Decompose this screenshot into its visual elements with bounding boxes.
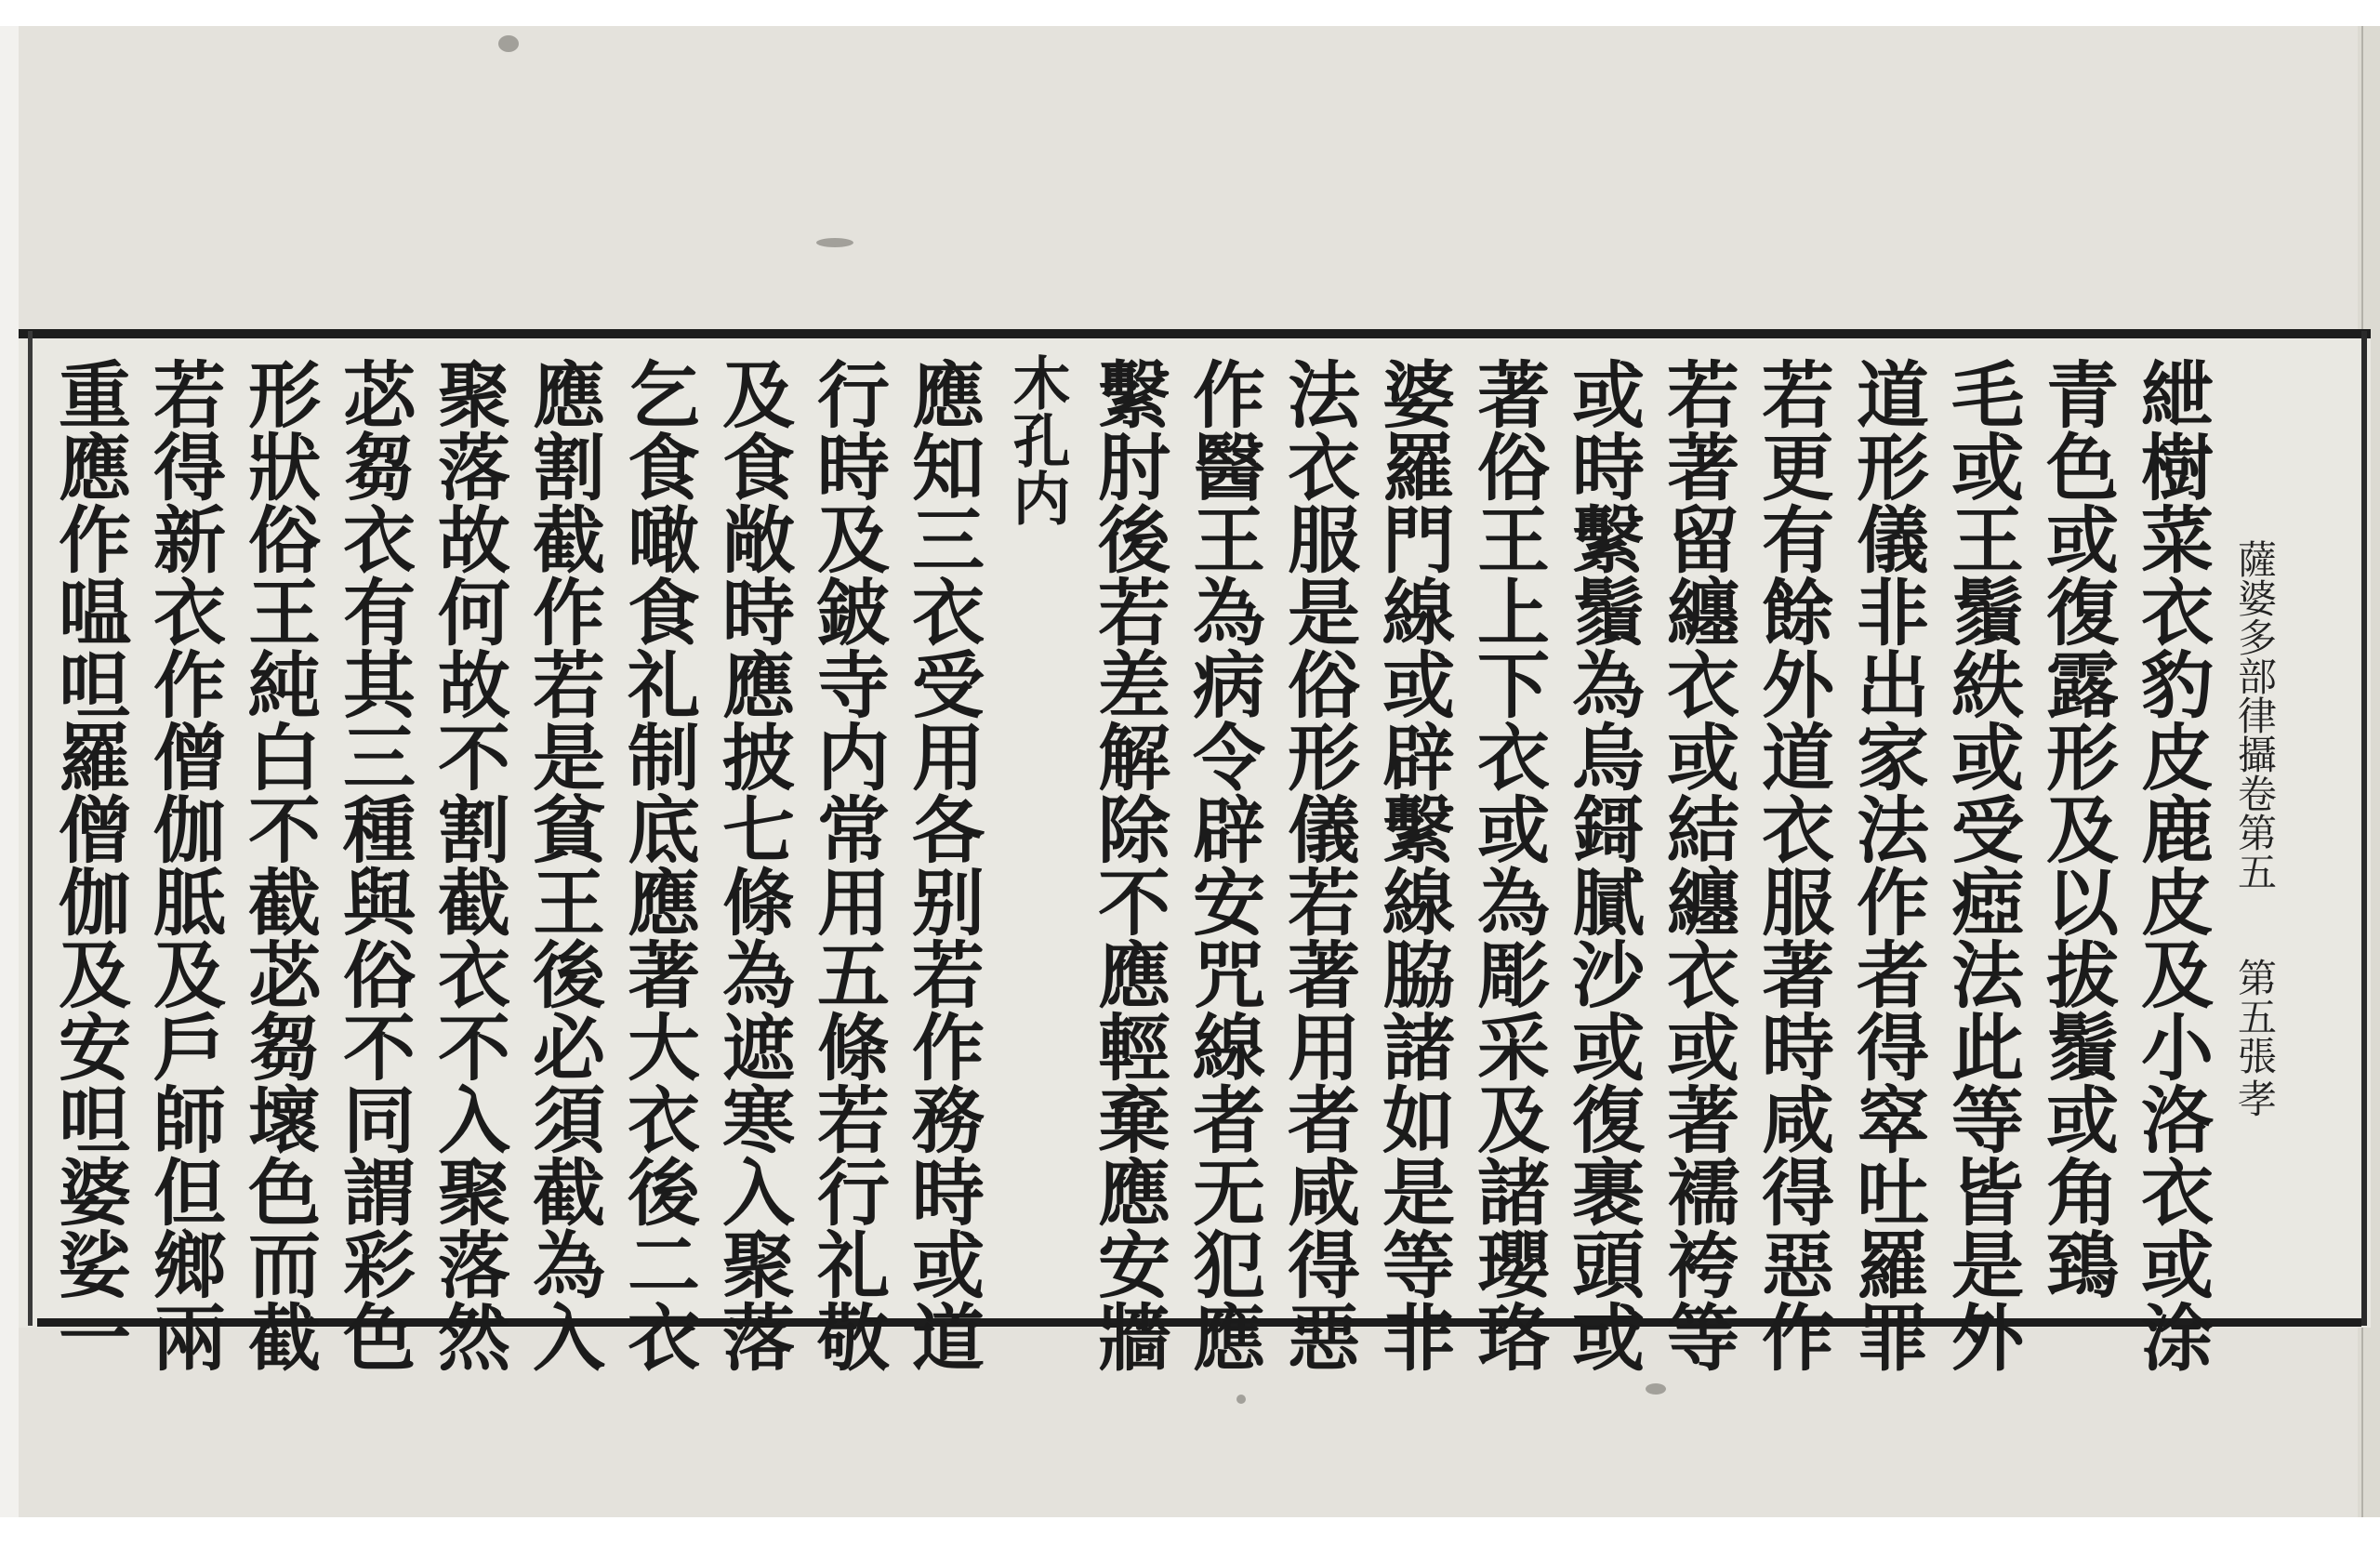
bottom-margin (0, 1517, 2380, 1547)
text-column-14: 行時及鈹寺内常用五條若行礼敬 (805, 357, 890, 1372)
text-column-5: 若更有餘外道衣服著時咸得惡作 (1750, 357, 1834, 1372)
block-border-right (2361, 331, 2367, 1326)
text-column-1: 紲樹菜衣豹皮鹿皮及小洛衣或涂 (2129, 357, 2214, 1372)
page-mark: 孝 (2232, 1078, 2278, 1117)
block-border-top (19, 329, 2371, 338)
text-column-10: 法衣服是俗形儀若著用者咸得惡 (1276, 357, 1360, 1372)
section-tag: 木孔内 (1003, 353, 1071, 526)
text-column-13: 應知三衣受用各别若作務時或道 (900, 357, 985, 1372)
text-column-9: 婆羅門線或辟繫線脇諸如是等非 (1370, 357, 1455, 1372)
paper-stain (1236, 1395, 1246, 1404)
text-column-7: 或時繫鬚為烏鎶膩沙或復裹頭或 (1560, 357, 1645, 1372)
page-number: 第五張 (2232, 958, 2278, 1075)
top-margin (0, 0, 2380, 26)
text-column-20: 形狀俗王純白不截苾芻壞色而截 (236, 357, 321, 1372)
text-column-21: 若得新衣作僧伽胝及戶師但鄉兩 (141, 357, 226, 1372)
text-column-22: 重應作嗢呾羅僧伽及安呾婆娑一 (46, 357, 131, 1372)
paper-stain (498, 35, 519, 52)
text-column-18: 聚落故何故不割截衣不入聚落然 (426, 357, 510, 1372)
text-column-8: 著俗王上下衣或為彫采及諸瓔珞 (1465, 357, 1550, 1372)
paper-stain (1646, 1383, 1666, 1395)
text-column-12: 繫肘後若差解除不應輕棄應安牆 (1086, 357, 1170, 1372)
text-column-3: 毛或王鬚紩或受瘂法此等皆是外 (1939, 357, 2024, 1372)
text-column-19: 苾芻衣有其三種與俗不同謂彩色 (331, 357, 416, 1372)
text-column-15: 及食敞時應披七條為遮寒入聚落 (710, 357, 795, 1372)
scroll-title: 薩婆多部律攝卷第五 (2232, 539, 2278, 891)
paper-stain (816, 238, 853, 247)
left-binding-edge (0, 26, 19, 1517)
text-column-17: 應割截作若是貧王後必須截為入 (521, 357, 605, 1372)
text-column-16: 乞食噉食礼制底應著大衣後二衣 (615, 357, 700, 1372)
text-column-11: 作醫王為病令辟安咒線者无犯應 (1181, 357, 1265, 1372)
text-column-4: 道形儀非出家法作者得窣吐羅罪 (1844, 357, 1929, 1372)
text-column-2: 青色或復露形及以拔鬚或角鵄 (2034, 357, 2119, 1300)
block-border-left (28, 331, 33, 1326)
text-column-6: 若著留纏衣或結纏衣或著襦袴等 (1655, 357, 1739, 1372)
